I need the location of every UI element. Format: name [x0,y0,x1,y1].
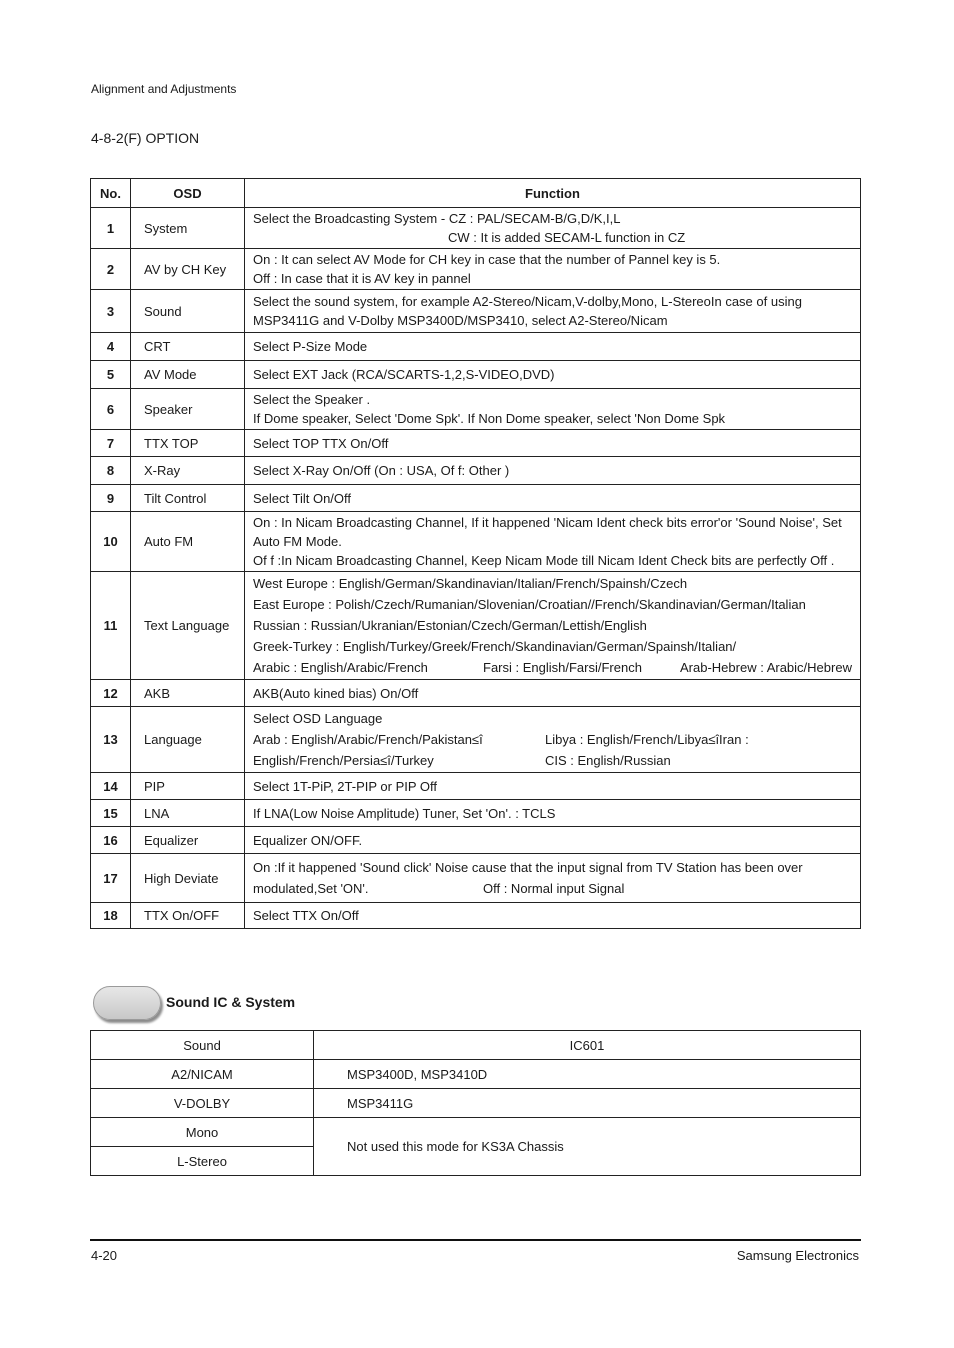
table-row [91,572,861,680]
section-title: 4-8-2(F) OPTION [91,130,200,146]
section-pill-icon [93,986,161,1020]
header-osd: OSD [131,179,245,208]
osd-label: PIP [131,773,245,800]
header-no: No. [91,179,131,208]
osd-label: Language [131,707,245,773]
function-cell [245,249,861,290]
osd-label: TTX TOP [131,430,245,457]
table-row [91,827,861,854]
function-cell [245,707,861,773]
function-line: Select Tilt On/Off [253,490,352,506]
header-ic601: IC601 [314,1031,861,1060]
language-item: Arab : English/Arabic/French/Pakistan≤î [253,732,483,747]
osd-label: AV Mode [131,361,245,389]
table-row [91,290,861,333]
function-line: On :If it happened 'Sound click' Noise cause that the input signal from TV Station has been over [253,860,803,875]
row-number: 18 [91,903,131,929]
row-number: 1 [91,208,131,249]
function-line: Select 1T-PiP, 2T-PIP or PIP Off [253,778,438,794]
ic-value: Not used this mode for KS3A Chassis [314,1118,861,1176]
sound-mode: Mono [91,1118,314,1147]
row-number: 8 [91,457,131,485]
function-cell [245,680,861,707]
table-row [91,1118,861,1147]
sound-section-title: Sound IC & System [166,994,296,1010]
mode-item: Off : Normal input Signal [483,881,625,896]
table-row [91,361,861,389]
function-line: East Europe : Polish/Czech/Rumanian/Slovenian/Croatian//French/Skandinavian/German/Italian [253,597,806,612]
page-number: 4-20 [91,1248,118,1263]
function-cell [245,512,861,572]
osd-label: High Deviate [131,854,245,903]
row-number: 10 [91,512,131,572]
function-line [253,750,857,771]
arab-hebrew-item: Arab-Hebrew : Arabic/Hebrew [680,660,852,675]
function-line [253,657,857,678]
osd-label: Tilt Control [131,485,245,512]
function-line: Select the sound system, for example A2-Stereo/Nicam,V-dolby,Mono, L-StereoIn case of using [253,294,802,309]
function-cell [245,854,861,903]
function-cell [245,457,861,485]
function-line: MSP3411G and V-Dolby MSP3400D/MSP3410, select A2-Stereo/Nicam [253,313,668,328]
function-cell [245,290,861,333]
row-number: 17 [91,854,131,903]
table-row [91,457,861,485]
row-number: 14 [91,773,131,800]
function-line: AKB(Auto kined bias) On/Off [253,685,419,701]
function-line: Greek-Turkey : English/Turkey/Greek/French/Skandinavian/German/Spainsh/Italian/ [253,639,737,654]
function-line: CW : It is added SECAM-L function in CZ [448,230,686,245]
function-line: Select OSD Language [253,711,383,726]
sound-ic-table [90,1030,861,1176]
osd-label: Speaker [131,389,245,430]
function-line: Select TOP TTX On/Off [253,435,389,451]
osd-label: AV by CH Key [131,249,245,290]
osd-label: Sound [131,290,245,333]
function-cell [245,903,861,929]
table-row [91,680,861,707]
table-row [91,707,861,773]
table-row [91,1060,861,1089]
row-number: 4 [91,333,131,361]
sound-mode: L-Stereo [91,1147,314,1176]
osd-label: TTX On/OFF [131,903,245,929]
function-line: If Dome speaker, Select 'Dome Spk'. If Non Dome speaker, select 'Non Dome Spk [253,411,726,426]
osd-label: Equalizer [131,827,245,854]
table-row [91,485,861,512]
function-line: Select X-Ray On/Off (On : USA, Of f: Other ) [253,463,510,478]
function-line: Auto FM Mode. [253,534,342,549]
table-row [91,208,861,249]
function-line: If LNA(Low Noise Amplitude) Tuner, Set 'On'. : TCLS [253,805,556,821]
row-number: 16 [91,827,131,854]
row-number: 11 [91,572,131,680]
row-number: 13 [91,707,131,773]
row-number: 2 [91,249,131,290]
table-row [91,389,861,430]
osd-label: System [131,208,245,249]
function-cell [245,430,861,457]
function-line [253,729,857,750]
osd-label: Auto FM [131,512,245,572]
function-line: West Europe : English/German/Skandinavian/Italian/French/Spainsh/Czech [253,576,688,591]
header-sound: Sound [91,1031,314,1060]
function-line [253,878,857,899]
table-row [91,854,861,903]
table-row [91,903,861,929]
company-name: Samsung Electronics [736,1248,859,1263]
table-row [91,1089,861,1118]
function-line: Select the Speaker . [253,392,371,407]
row-number: 5 [91,361,131,389]
row-number: 6 [91,389,131,430]
function-cell [245,572,861,680]
ic-value: MSP3400D, MSP3410D [314,1060,861,1089]
row-number: 12 [91,680,131,707]
function-line: Of f :In Nicam Broadcasting Channel, Keep Nicam Mode till Nicam Ident Check bits are perfectly Off . [253,553,835,568]
function-cell [245,361,861,389]
function-line: Off : In case that it is AV key in pannel [253,271,471,286]
footer-divider [90,1239,861,1241]
function-line: Equalizer ON/OFF. [253,832,363,848]
function-cell [245,389,861,430]
function-cell [245,800,861,827]
sound-mode: A2/NICAM [91,1060,314,1089]
function-cell [245,333,861,361]
table-row [91,333,861,361]
function-line: Russian : Russian/Ukranian/Estonian/Czech/German/Lettish/English [253,618,647,633]
table-row [91,800,861,827]
function-cell [245,773,861,800]
osd-label: AKB [131,680,245,707]
osd-label: X-Ray [131,457,245,485]
osd-label: CRT [131,333,245,361]
table-row [91,249,861,290]
sound-mode: V-DOLBY [91,1089,314,1118]
mode-item: modulated,Set 'ON'. [253,881,369,896]
table-row [91,512,861,572]
farsi-item: Farsi : English/Farsi/French [483,660,642,675]
table-row [91,430,861,457]
function-line: Select TTX On/Off [253,908,359,923]
running-header: Alignment and Adjustments [91,82,237,96]
osd-label: Text Language [131,572,245,680]
function-line: On : It can select AV Mode for CH key in case that the number of Pannel key is 5. [253,252,721,267]
row-number: 15 [91,800,131,827]
ic-value: MSP3411G [314,1089,861,1118]
table-header-row [91,179,861,208]
function-cell [245,208,861,249]
row-number: 9 [91,485,131,512]
table-header-row [91,1031,861,1060]
option-table [90,178,861,929]
row-number: 3 [91,290,131,333]
table-row [91,773,861,800]
header-function: Function [245,179,861,208]
function-cell [245,827,861,854]
function-line: On : In Nicam Broadcasting Channel, If it happened 'Nicam Ident check bits error'or 'Sound Noise', Set [253,515,842,530]
function-line: Select P-Size Mode [253,339,368,354]
function-line: Select the Broadcasting System - CZ : PAL/SECAM-B/G,D/K,I,L [253,211,621,226]
row-number: 7 [91,430,131,457]
language-item: Libya : English/French/Libya≤îIran : [545,732,749,747]
osd-label: LNA [131,800,245,827]
function-line: Select EXT Jack (RCA/SCARTS-1,2,S-VIDEO,DVD) [253,367,555,382]
function-cell [245,485,861,512]
arabic-item: Arabic : English/Arabic/French [253,660,428,675]
language-item: English/French/Persia≤î/Turkey [253,753,434,768]
language-item: CIS : English/Russian [545,753,671,768]
